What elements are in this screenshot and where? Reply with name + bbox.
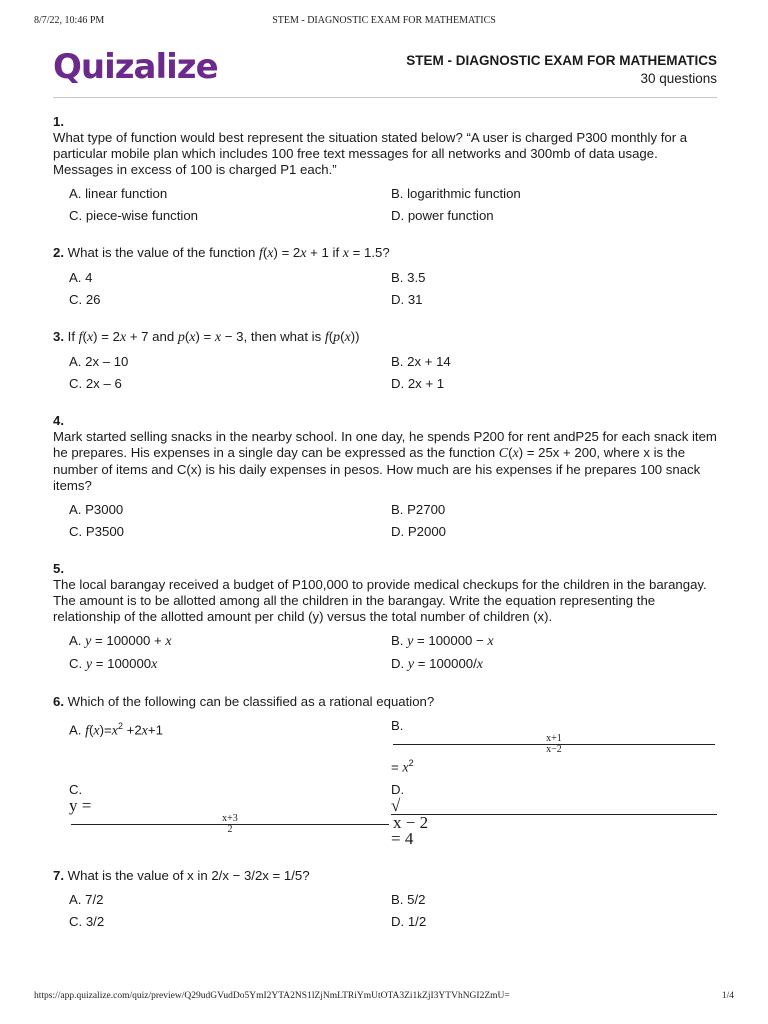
options [53,186,717,224]
question-number: 3. [53,329,64,344]
options [53,892,717,930]
question-2 [53,245,717,308]
question-list [53,114,717,951]
option-d: D. 1/2 [391,914,427,930]
option-c: C. piece-wise function [69,208,199,223]
option-d: D. 2x + 1 [391,376,445,391]
question-text: 7. What is the value of x in 2/x − 3/2x = 1/5? [53,868,310,884]
option-a: A. 2x – 10 [69,354,129,369]
options [53,633,717,673]
question-text: What type of function would best represent the situation stated below? “A user is charged P300 monthly for a particular mobile plan which includes 100 free text messages for all networks and 300mb of data usage. Messages in excess of 100 is charged P1 each.” [53,130,688,177]
exam-header [406,52,717,88]
question-number: 4. [53,413,64,428]
question-number: 6. [53,694,64,709]
option-a: A. y = 100000 + x [69,633,172,649]
option-d: D. 31 [391,292,423,307]
option-b: B. logarithmic function [391,186,521,201]
option-c: C. 2x – 6 [69,376,122,391]
print-header [34,15,734,31]
question-6 [53,694,717,847]
option-c: C. y = x+3 2 [69,782,391,847]
print-date: 8/7/22, 10:46 PM [34,15,105,26]
option-a: A. linear function [69,186,168,201]
option-d: D. y = 100000/x [391,656,483,672]
options [53,270,717,308]
option-b: B. P2700 [391,502,446,517]
options [53,718,717,847]
question-3 [53,329,717,392]
option-d: D. P2000 [391,524,446,539]
question-1 [53,114,717,224]
header-divider [53,97,717,98]
question-number: 7. [53,868,64,884]
question-7 [53,868,717,930]
page-url: https://app.quizalize.com/quiz/preview/Q29udGVudDo5YmI2YTA2NS1lZjNmLTRiYmUtOTA3Zi1kZjI3YTVhNGI2ZmU= [34,991,510,1001]
option-c: C. P3500 [69,524,124,539]
question-text: 3. If f(x) = 2x + 7 and p(x) = x − 3, then what is f(p(x)) [53,329,360,345]
question-text: 6. Which of the following can be classified as a rational equation? [53,694,435,709]
options [53,502,717,540]
option-d: D. √ x − 2 = 4 [391,782,717,847]
question-4 [53,413,717,540]
print-title: STEM - DIAGNOSTIC EXAM FOR MATHEMATICS [272,15,496,26]
option-a: A. 4 [69,270,93,285]
print-footer [34,991,734,1007]
page-number: 1/4 [721,991,734,1001]
question-5 [53,561,717,673]
option-b: B. 5/2 [391,892,426,908]
question-number: 2. [53,245,64,260]
option-a: A. $f(x)=x^2 +2x+1$ [69,721,163,739]
option-b: B. 2x + 14 [391,354,451,369]
options [53,354,717,392]
option-a: A. P3000 [69,502,124,517]
question-text: Mark started selling snacks in the nearby school. In one day, he spends P200 for rent andP25 for each snack item he prepares. His expenses in a single day can be expressed as the function C(x) = 25x + 200, where x is the number of items and C(x) is his daily expenses in pesos. How much are his expenses if he prepares 100 snack items? [53,429,717,493]
option-c: C. 26 [69,292,101,307]
exam-title: STEM - DIAGNOSTIC EXAM FOR MATHEMATICS [406,53,717,68]
option-b: B. x+1 x−2 = $x^2$ [391,718,717,776]
option-c: C. 3/2 [69,914,105,930]
question-number: 5. [53,561,64,576]
question-number: 1. [53,114,64,129]
option-d: D. power function [391,208,494,223]
option-b: B. y = 100000 − x [391,633,494,649]
question-text: The local barangay received a budget of P100,000 to provide medical checkups for the children in the barangay. The amount is to be allotted among all the children in the barangay. Write the equation representing the relationship of the allotted amount per child (y) versus the total number of children (x). [53,577,707,624]
question-count: 30 questions [640,71,717,86]
option-c: C. y = 100000x [69,656,158,672]
option-a: A. 7/2 [69,892,104,908]
question-text: 2. What is the value of the function f(x) = 2x + 1 if x = 1.5? [53,245,390,261]
option-b: B. 3.5 [391,270,426,285]
quizalize-logo: Quizalize [53,47,218,87]
